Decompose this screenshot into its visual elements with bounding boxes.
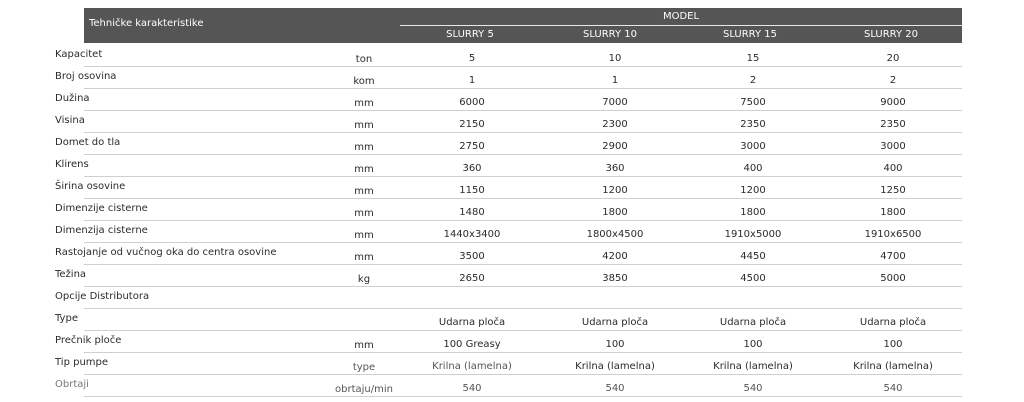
row-value: 100 (605, 339, 625, 350)
table-row (0, 309, 1024, 331)
row-value: Udarna ploča (438, 317, 506, 328)
row-value: 1 (468, 75, 476, 86)
row-value: 400 (743, 163, 763, 174)
row-value: 1800 (602, 207, 628, 218)
row-value: 2 (749, 75, 757, 86)
row-value: 540 (743, 383, 763, 394)
row-value: 1480 (459, 207, 485, 218)
row-value: 3000 (740, 141, 766, 152)
row-unit: type (352, 362, 376, 373)
model-group-label: MODEL (400, 8, 962, 26)
row-label: Domet do tla (55, 137, 121, 148)
row-value: 10 (608, 53, 622, 64)
row-value: 3000 (880, 141, 906, 152)
row-value: 2900 (602, 141, 628, 152)
row-unit: kg (357, 274, 371, 285)
row-value: 5000 (880, 273, 906, 284)
row-unit: mm (354, 252, 374, 263)
row-unit: mm (354, 98, 374, 109)
row-value: 1800 (740, 207, 766, 218)
row-value: 2350 (740, 119, 766, 130)
row-label: Obrtaji (55, 379, 89, 390)
row-value: 100 (743, 339, 763, 350)
row-unit: mm (354, 186, 374, 197)
table-header-models (400, 8, 962, 43)
row-value: 1910x5000 (724, 229, 782, 240)
row-value: Krilna (lamelna) (713, 361, 793, 372)
row-value: 1910x6500 (864, 229, 922, 240)
row-value: 4200 (602, 251, 628, 262)
row-value: 7000 (602, 97, 628, 108)
row-label: Dimenzija cisterne (55, 225, 148, 236)
row-value: 4500 (740, 273, 766, 284)
row-label: Opcije Distributora (55, 291, 150, 302)
table-row (0, 45, 1024, 67)
row-value: 100 (883, 339, 903, 350)
row-value: 1800x4500 (586, 229, 644, 240)
row-unit: mm (354, 230, 374, 241)
row-value: 2750 (459, 141, 485, 152)
table-row (0, 331, 1024, 353)
row-unit: mm (354, 120, 374, 131)
row-value: Udarna ploča (859, 317, 927, 328)
row-value: 2 (889, 75, 897, 86)
row-value: 1150 (459, 185, 485, 196)
row-divider (84, 396, 962, 397)
table-row (0, 133, 1024, 155)
table-row (0, 199, 1024, 221)
row-value: 4700 (880, 251, 906, 262)
row-value: Udarna ploča (719, 317, 787, 328)
row-label: Visina (55, 115, 85, 126)
table-row (0, 353, 1024, 375)
row-value: 9000 (880, 97, 906, 108)
table-row (0, 89, 1024, 111)
model-column-header: SLURRY 20 (863, 29, 918, 40)
row-value: Krilna (lamelna) (432, 361, 512, 372)
model-column-header: SLURRY 15 (722, 29, 777, 40)
row-value: 100 Greasy (443, 339, 501, 350)
header-title-text: Tehničke karakteristike (89, 18, 204, 29)
row-value: 2350 (880, 119, 906, 130)
row-value: 360 (462, 163, 482, 174)
row-value: 15 (746, 53, 760, 64)
row-value: 2150 (459, 119, 485, 130)
row-value: 20 (886, 53, 900, 64)
row-label: Broj osovina (55, 71, 117, 82)
model-column-header: SLURRY 5 (446, 29, 494, 40)
row-unit: mm (354, 142, 374, 153)
table-row (0, 111, 1024, 133)
row-value: 1440x3400 (443, 229, 501, 240)
row-unit: ton (355, 54, 373, 65)
row-value: 3500 (459, 251, 485, 262)
table-row (0, 375, 1024, 397)
row-value: 540 (462, 383, 482, 394)
table-row (0, 287, 1024, 309)
row-label: Type (55, 313, 78, 324)
row-value: 400 (883, 163, 903, 174)
row-value: 2300 (602, 119, 628, 130)
row-unit: mm (354, 340, 374, 351)
row-unit: mm (354, 164, 374, 175)
row-value: 540 (605, 383, 625, 394)
table-row (0, 243, 1024, 265)
table-row (0, 221, 1024, 243)
table-row (0, 155, 1024, 177)
row-value: 1 (611, 75, 619, 86)
row-value: 5 (468, 53, 476, 64)
row-label: Klirens (55, 159, 89, 170)
table-row (0, 67, 1024, 89)
row-label: Širina osovine (55, 181, 126, 192)
row-value: 7500 (740, 97, 766, 108)
row-unit: mm (354, 208, 374, 219)
row-unit: kom (353, 76, 375, 87)
row-value: Krilna (lamelna) (853, 361, 933, 372)
row-label: Dimenzije cisterne (55, 203, 148, 214)
row-label: Težina (55, 269, 87, 280)
row-value: 6000 (459, 97, 485, 108)
row-value: 1200 (740, 185, 766, 196)
row-value: 360 (605, 163, 625, 174)
row-label: Prečnik ploče (55, 335, 122, 346)
row-label: Kapacitet (55, 49, 103, 60)
table-row (0, 265, 1024, 287)
row-unit: obrtaju/min (335, 384, 393, 395)
row-label: Tip pumpe (55, 357, 109, 368)
row-value: Krilna (lamelna) (575, 361, 655, 372)
row-value: 1250 (880, 185, 906, 196)
row-value: Udarna ploča (581, 317, 649, 328)
table-header-title (84, 8, 400, 43)
row-value: 1800 (880, 207, 906, 218)
row-label: Rastojanje od vučnog oka do centra osovine (55, 247, 277, 258)
row-value: 3850 (602, 273, 628, 284)
row-value: 540 (883, 383, 903, 394)
row-value: 4450 (740, 251, 766, 262)
table-row (0, 177, 1024, 199)
row-label: Dužina (55, 93, 90, 104)
row-value: 1200 (602, 185, 628, 196)
row-value: 2650 (459, 273, 485, 284)
model-column-header: SLURRY 10 (582, 29, 637, 40)
